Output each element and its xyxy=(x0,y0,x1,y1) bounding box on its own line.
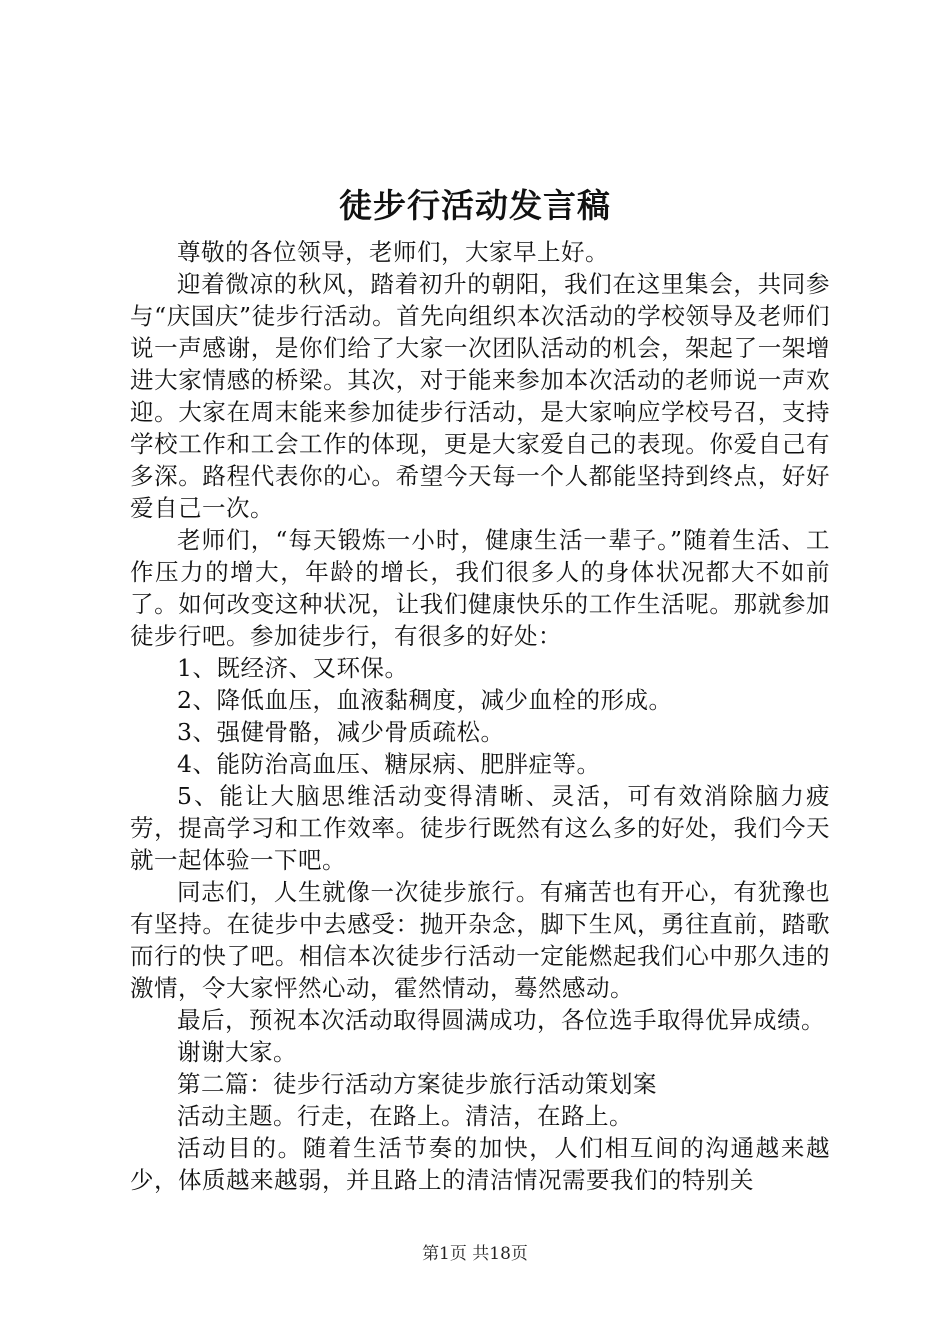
paragraph-greeting: 尊敬的各位领导，老师们，大家早上好。 xyxy=(177,238,609,266)
paragraph-benefits-intro: 老师们，“每天锻炼一小时，健康生活一辈子。”随着生活、工作压力的增大，年龄的增长，我们很多人的身体状况都大不如前了。如何改变这种状况，让我们健康快乐的工作生活呢。那就参加徒步行吧。参加徒步行，有很多的好处： xyxy=(130,526,830,650)
page-number-footer: 第1页 共18页 xyxy=(422,1244,528,1264)
document-body xyxy=(130,236,830,1196)
paragraph-life-journey: 同志们，人生就像一次徒步旅行。有痛苦也有开心，有犹豫也有坚持。在徒步中去感受：抛开杂念，脚下生风，勇往直前，踏歌而行的快了吧。相信本次徒步行活动一定能燃起我们心中那久违的激情，令大家怦然心动，霍然情动，蓦然感动。 xyxy=(130,878,830,1002)
paragraph-closing-wish: 最后，预祝本次活动取得圆满成功，各位选手取得优异成绩。 xyxy=(177,1006,825,1034)
list-item-benefit-5: 5、能让大脑思维活动变得清晰、灵活，可有效消除脑力疲劳，提高学习和工作效率。徒步行既然有这么多的好处，我们今天就一起体验一下吧。 xyxy=(130,782,830,874)
section-heading-part-two: 第二篇：徒步行活动方案徒步旅行活动策划案 xyxy=(177,1070,657,1098)
list-item-benefit-3: 3、强健骨骼，减少骨质疏松。 xyxy=(177,718,505,746)
list-item-benefit-4: 4、能防治高血压、糖尿病、肥胖症等。 xyxy=(177,750,601,778)
paragraph-opening: 迎着微凉的秋风，踏着初升的朝阳，我们在这里集会，共同参与“庆国庆”徒步行活动。首先向组织本次活动的学校领导及老师们说一声感谢，是你们给了大家一次团队活动的机会，架起了一架增进大家情感的桥梁。其次，对于能来参加本次活动的老师说一声欢迎。大家在周末能来参加徒步行活动，是大家响应学校号召，支持学校工作和工会工作的体现，更是大家爱自己的表现。你爱自己有多深。路程代表你的心。希望今天每一个人都能坚持到终点，好好爱自己一次。 xyxy=(130,270,830,522)
paragraph-activity-theme: 活动主题。行走，在路上。清洁，在路上。 xyxy=(177,1102,633,1130)
list-item-benefit-1: 1、既经济、又环保。 xyxy=(177,654,409,682)
document-title: 徒步行活动发言稿 xyxy=(339,186,611,225)
paragraph-activity-purpose: 活动目的。随着生活节奏的加快，人们相互间的沟通越来越少，体质越来越弱，并且路上的清洁情况需要我们的特别关 xyxy=(130,1134,830,1194)
paragraph-thanks: 谢谢大家。 xyxy=(177,1038,297,1066)
list-item-benefit-2: 2、降低血压，血液黏稠度，减少血栓的形成。 xyxy=(177,686,673,714)
